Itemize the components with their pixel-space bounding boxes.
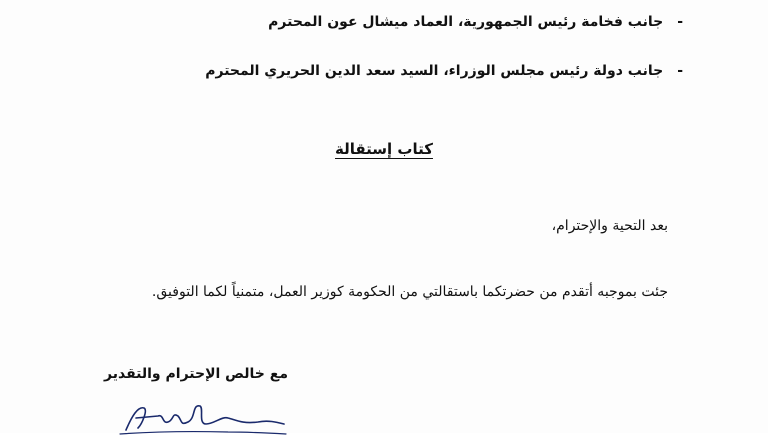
bullet-dash: -	[677, 63, 683, 79]
closing-text: مع خالص الإحترام والتقدير	[104, 366, 288, 382]
body-paragraph: جئت بموجبه أتقدم من حضرتكما باستقالتي من الحكومة كوزير العمل، متمنياً لكما التوفيق.	[151, 284, 668, 300]
letter-subject: كتاب إستقالة	[335, 140, 433, 158]
signature-image	[118, 398, 288, 438]
recipient-text: جانب فخامة رئيس الجمهورية، العماد ميشال عون المحترم	[268, 14, 664, 30]
recipient-line-prime-minister	[205, 63, 683, 79]
recipient-line-president	[268, 14, 683, 30]
recipient-text: جانب دولة رئيس مجلس الوزراء، السيد سعد الدين الحريري المحترم	[205, 63, 664, 79]
greeting-text: بعد التحية والإحترام،	[551, 218, 668, 234]
bullet-dash: -	[677, 14, 683, 30]
